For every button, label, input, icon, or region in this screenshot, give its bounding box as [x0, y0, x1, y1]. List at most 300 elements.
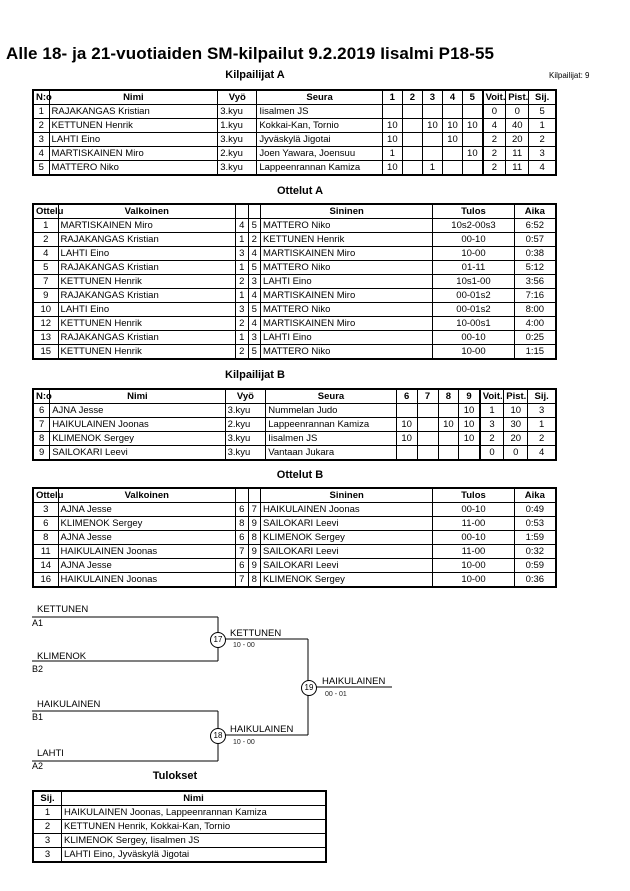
table-cell: 5 — [33, 161, 49, 176]
table-cell: 00-10 — [433, 331, 514, 345]
table-cell: Lappeenrannan Kamiza — [257, 161, 382, 176]
bracket-seed-a1: A1 — [32, 618, 44, 628]
table-cell: 7 — [236, 573, 249, 588]
table-row — [33, 289, 556, 303]
table-cell: 1 — [236, 261, 249, 275]
table-cell: Jyväskylä Jigotai — [257, 133, 382, 147]
table-cell: 10 — [422, 119, 442, 133]
table-cell: 3 — [33, 848, 61, 863]
table-row — [33, 517, 556, 531]
table-cell: 9 — [33, 289, 58, 303]
table-row — [33, 219, 556, 233]
table-cell: 0:32 — [514, 545, 556, 559]
table-cell: 4 — [248, 247, 261, 261]
table-row — [33, 848, 326, 863]
column-header: N:o — [33, 90, 49, 105]
table-cell: 2 — [483, 161, 506, 176]
table-cell: KETTUNEN Henrik — [261, 233, 433, 247]
column-header: 8 — [438, 389, 459, 404]
table-cell: 2 — [236, 317, 249, 331]
table-cell — [422, 105, 442, 119]
table-row — [33, 446, 556, 461]
table-cell: 5 — [33, 261, 58, 275]
table-cell — [417, 432, 438, 446]
table-row — [33, 317, 556, 331]
bracket-semi1-bottom: KLIMENOK — [37, 651, 87, 662]
table-cell: 6 — [236, 531, 249, 545]
table-row — [33, 147, 556, 161]
table-cell: 3.kyu — [218, 161, 257, 176]
table-cell: 2 — [528, 432, 556, 446]
table-cell: 7:16 — [514, 289, 556, 303]
table-cell: 01-11 — [433, 261, 514, 275]
table-row — [33, 275, 556, 289]
table-cell: KLIMENOK Sergey — [58, 517, 235, 531]
table-cell: 3 — [33, 133, 49, 147]
bracket-match-18: 18 — [210, 728, 226, 744]
column-header: Seura — [266, 389, 396, 404]
table-cell: 10 — [396, 432, 417, 446]
table-cell: 7 — [248, 503, 261, 517]
bracket-seed-a2: A2 — [32, 761, 44, 771]
table-row — [33, 404, 556, 418]
table-cell: 3 — [480, 418, 504, 432]
table-cell: 1 — [528, 418, 556, 432]
table-cell: 1:59 — [514, 531, 556, 545]
column-header: Sininen — [261, 488, 433, 503]
table-cell: 3 — [33, 503, 58, 517]
table-header-row — [33, 90, 556, 105]
table-cell: 3:56 — [514, 275, 556, 289]
table-cell: 8 — [33, 432, 50, 446]
table-cell: 10 — [463, 147, 483, 161]
table-cell: 5 — [248, 219, 261, 233]
table-cell — [417, 418, 438, 432]
group-b-table — [32, 388, 557, 461]
table-cell: LAHTI Eino — [58, 303, 235, 317]
table-cell: LAHTI Eino — [261, 275, 433, 289]
table-cell: 1 — [236, 289, 249, 303]
table-cell: 8 — [236, 517, 249, 531]
table-cell: SAILOKARI Leevi — [50, 446, 225, 461]
table-cell: MARTISKAINEN Miro — [49, 147, 218, 161]
table-cell: 11 — [506, 161, 529, 176]
table-cell — [402, 147, 422, 161]
table-cell: 40 — [506, 119, 529, 133]
table-cell: HAIKULAINEN Joonas, Lappeenrannan Kamiza — [61, 806, 326, 820]
table-cell: 0:57 — [514, 233, 556, 247]
table-cell: RAJAKANGAS Kristian — [58, 331, 235, 345]
table-cell — [438, 404, 459, 418]
table-cell: 20 — [506, 133, 529, 147]
group-b-heading: Kilpailijat B — [225, 369, 285, 381]
table-cell: 1 — [236, 233, 249, 247]
table-cell — [396, 446, 417, 461]
table-cell: 2 — [33, 119, 49, 133]
table-row — [33, 105, 556, 119]
table-cell: 00-01s2 — [433, 289, 514, 303]
column-header: Aika — [514, 204, 556, 219]
column-header: Tulos — [433, 488, 514, 503]
table-cell: 10-00 — [433, 345, 514, 360]
column-header: Ottelu — [33, 488, 58, 503]
table-cell — [459, 446, 480, 461]
table-cell: 2 — [33, 233, 58, 247]
page-title: Alle 18- ja 21-vuotiaiden SM-kilpailut 9.2.2019 Iisalmi P18-55 — [6, 44, 495, 63]
column-header — [236, 204, 249, 219]
table-cell: 10 — [396, 418, 417, 432]
group-a-heading: Kilpailijat A — [225, 69, 285, 81]
table-cell: 4 — [248, 317, 261, 331]
column-header: 5 — [463, 90, 483, 105]
table-cell: 15 — [33, 345, 58, 360]
column-header: Ottelu — [33, 204, 58, 219]
table-cell: MATTERO Niko — [261, 345, 433, 360]
table-cell: Nummelan Judo — [266, 404, 396, 418]
table-row — [33, 233, 556, 247]
table-cell: 0:59 — [514, 559, 556, 573]
column-header: Sij. — [33, 791, 61, 806]
table-cell: 2 — [236, 345, 249, 360]
table-cell: 9 — [248, 545, 261, 559]
table-cell: LAHTI Eino, Jyväskylä Jigotai — [61, 848, 326, 863]
table-cell: 8 — [248, 531, 261, 545]
table-cell: 9 — [33, 446, 50, 461]
table-cell: 10 — [459, 418, 480, 432]
table-cell: 0:53 — [514, 517, 556, 531]
table-cell: LAHTI Eino — [261, 331, 433, 345]
table-cell: 0 — [480, 446, 504, 461]
table-cell: 11-00 — [433, 517, 514, 531]
table-row — [33, 559, 556, 573]
table-row — [33, 345, 556, 360]
results-heading: Tulokset — [152, 770, 198, 782]
column-header: Valkoinen — [58, 488, 235, 503]
table-cell: MARTISKAINEN Miro — [58, 219, 235, 233]
table-cell: 11 — [33, 545, 58, 559]
table-cell: 3 — [248, 331, 261, 345]
table-cell: 1 — [236, 331, 249, 345]
matches-b-heading: Ottelut B — [276, 469, 324, 481]
table-cell: 10 — [463, 119, 483, 133]
table-cell: 10 — [33, 303, 58, 317]
table-cell: MATTERO Niko — [49, 161, 218, 176]
table-cell: 2.kyu — [225, 418, 266, 432]
column-header: Pist. — [506, 90, 529, 105]
column-header: Nimi — [61, 791, 326, 806]
table-cell: 3.kyu — [218, 133, 257, 147]
table-cell: 4 — [529, 161, 556, 176]
table-row — [33, 119, 556, 133]
table-cell: 3 — [528, 404, 556, 418]
table-cell: 8 — [33, 531, 58, 545]
table-row — [33, 834, 326, 848]
table-cell: KETTUNEN Henrik, Kokkai-Kan, Tornio — [61, 820, 326, 834]
table-cell: 4 — [528, 446, 556, 461]
table-cell: 1:15 — [514, 345, 556, 360]
column-header: Sininen — [261, 204, 433, 219]
table-cell: 14 — [33, 559, 58, 573]
table-cell: 13 — [33, 331, 58, 345]
table-cell: 1 — [480, 404, 504, 418]
table-cell: 10 — [382, 161, 402, 176]
table-cell — [402, 133, 422, 147]
table-cell: RAJAKANGAS Kristian — [58, 261, 235, 275]
table-cell: LAHTI Eino — [49, 133, 218, 147]
table-row — [33, 247, 556, 261]
column-header: 7 — [417, 389, 438, 404]
column-header — [236, 488, 249, 503]
table-cell: LAHTI Eino — [58, 247, 235, 261]
table-row — [33, 503, 556, 517]
column-header: 2 — [402, 90, 422, 105]
table-cell: 5 — [248, 345, 261, 360]
column-header: Voit. — [483, 90, 506, 105]
table-cell: MATTERO Niko — [261, 261, 433, 275]
bracket-semi2-score: 10 - 00 — [233, 739, 255, 746]
table-cell: 8:00 — [514, 303, 556, 317]
table-cell: 7 — [33, 275, 58, 289]
table-cell — [422, 147, 442, 161]
table-cell: 2 — [33, 820, 61, 834]
table-cell: 10 — [438, 418, 459, 432]
table-cell — [463, 133, 483, 147]
table-row — [33, 432, 556, 446]
table-cell: SAILOKARI Leevi — [261, 545, 433, 559]
table-cell: HAIKULAINEN Joonas — [261, 503, 433, 517]
table-cell: Vantaan Jukara — [266, 446, 396, 461]
table-row — [33, 531, 556, 545]
table-cell — [417, 404, 438, 418]
table-cell: 0 — [504, 446, 528, 461]
table-cell: HAIKULAINEN Joonas — [58, 573, 235, 588]
table-cell: 4 — [248, 289, 261, 303]
column-header: Tulos — [433, 204, 514, 219]
table-cell: MATTERO Niko — [261, 303, 433, 317]
table-cell: 10 — [459, 432, 480, 446]
table-cell: 1 — [33, 806, 61, 820]
table-cell — [422, 133, 442, 147]
matches-b-table — [32, 487, 557, 588]
table-cell — [463, 161, 483, 176]
column-header: 1 — [382, 90, 402, 105]
table-cell: 10-00s1 — [433, 317, 514, 331]
column-header: Voit. — [480, 389, 504, 404]
table-cell — [417, 446, 438, 461]
bracket-seed-b2: B2 — [32, 664, 44, 674]
table-cell: KETTUNEN Henrik — [49, 119, 218, 133]
table-cell: 1 — [422, 161, 442, 176]
table-cell: 6 — [33, 404, 50, 418]
column-header — [248, 488, 261, 503]
group-a-table — [32, 89, 557, 176]
matches-a-table — [32, 203, 557, 360]
table-cell: AJNA Jesse — [50, 404, 225, 418]
table-cell: SAILOKARI Leevi — [261, 559, 433, 573]
column-header: Sij. — [529, 90, 556, 105]
column-header: Nimi — [49, 90, 218, 105]
table-header-row — [33, 204, 556, 219]
table-cell: 10 — [442, 133, 462, 147]
table-cell: 2 — [483, 133, 506, 147]
table-cell: 3 — [236, 303, 249, 317]
table-cell: AJNA Jesse — [58, 531, 235, 545]
table-cell: 4 — [483, 119, 506, 133]
table-row — [33, 573, 556, 588]
table-cell: 5:12 — [514, 261, 556, 275]
table-header-row — [33, 488, 556, 503]
table-cell: 4 — [33, 247, 58, 261]
table-cell: 11-00 — [433, 545, 514, 559]
table-cell: 3.kyu — [225, 404, 266, 418]
table-cell: 00-10 — [433, 503, 514, 517]
table-cell — [382, 105, 402, 119]
table-cell — [442, 147, 462, 161]
column-header: 6 — [396, 389, 417, 404]
table-cell: 0:36 — [514, 573, 556, 588]
table-row — [33, 545, 556, 559]
table-cell: RAJAKANGAS Kristian — [58, 233, 235, 247]
table-cell — [402, 105, 422, 119]
table-cell: MATTERO Niko — [261, 219, 433, 233]
table-cell: 9 — [248, 517, 261, 531]
bracket-final-score: 00 - 01 — [325, 691, 347, 698]
table-cell: 3.kyu — [225, 446, 266, 461]
table-row — [33, 261, 556, 275]
table-cell: 0:49 — [514, 503, 556, 517]
table-cell: MARTISKAINEN Miro — [261, 289, 433, 303]
bracket-match-19: 19 — [301, 680, 317, 696]
table-cell: 7 — [33, 418, 50, 432]
table-cell: 12 — [33, 317, 58, 331]
bracket-semi1-score: 10 - 00 — [233, 642, 255, 649]
table-row — [33, 161, 556, 176]
bracket-semi1-winner: KETTUNEN — [230, 628, 282, 639]
bracket-semi2-bottom: LAHTI — [37, 748, 64, 759]
table-cell: 6 — [236, 559, 249, 573]
table-cell: 5 — [248, 303, 261, 317]
competitor-count: Kilpailijat: 9 — [549, 71, 590, 80]
bracket-semi2-top: HAIKULAINEN — [37, 699, 101, 710]
table-cell: 0:25 — [514, 331, 556, 345]
table-cell: 0:38 — [514, 247, 556, 261]
table-cell: 1.kyu — [218, 119, 257, 133]
column-header: Seura — [257, 90, 382, 105]
bracket-match-17: 17 — [210, 632, 226, 648]
table-cell: 8 — [248, 573, 261, 588]
table-cell — [396, 404, 417, 418]
table-cell: AJNA Jesse — [58, 503, 235, 517]
table-cell: 5 — [529, 105, 556, 119]
table-cell: 10 — [382, 133, 402, 147]
table-cell: Iisalmen JS — [257, 105, 382, 119]
table-cell: 5 — [248, 261, 261, 275]
bracket-final-winner: HAIKULAINEN — [322, 676, 386, 687]
table-cell: MARTISKAINEN Miro — [261, 247, 433, 261]
bracket-semi1-top: KETTUNEN — [37, 604, 89, 615]
table-cell: 1 — [33, 105, 49, 119]
table-cell: KETTUNEN Henrik — [58, 345, 235, 360]
table-cell: 11 — [506, 147, 529, 161]
table-cell: KETTUNEN Henrik — [58, 275, 235, 289]
table-row — [33, 418, 556, 432]
table-cell: 10-00 — [433, 247, 514, 261]
table-cell: MARTISKAINEN Miro — [261, 317, 433, 331]
bracket-semi2-winner: HAIKULAINEN — [230, 724, 294, 735]
matches-a-heading: Ottelut A — [276, 185, 324, 197]
column-header: 4 — [442, 90, 462, 105]
column-header: Vyö — [225, 389, 266, 404]
table-cell: 3.kyu — [218, 105, 257, 119]
table-cell: 1 — [33, 219, 58, 233]
table-cell: 2 — [483, 147, 506, 161]
table-cell: Joen Yawara, Joensuu — [257, 147, 382, 161]
column-header: Valkoinen — [58, 204, 235, 219]
table-cell: 20 — [504, 432, 528, 446]
table-cell: KLIMENOK Sergey, Iisalmen JS — [61, 834, 326, 848]
table-header-row — [33, 791, 326, 806]
table-cell: 6 — [33, 517, 58, 531]
table-row — [33, 820, 326, 834]
table-cell: 00-01s2 — [433, 303, 514, 317]
table-cell: 10-00 — [433, 573, 514, 588]
table-cell: 2.kyu — [218, 147, 257, 161]
table-cell: 10 — [442, 119, 462, 133]
column-header: Aika — [514, 488, 556, 503]
table-cell: 2 — [480, 432, 504, 446]
table-cell: Lappeenrannan Kamiza — [266, 418, 396, 432]
table-cell: 6 — [236, 503, 249, 517]
table-cell: HAIKULAINEN Joonas — [50, 418, 225, 432]
table-cell: 3 — [33, 834, 61, 848]
table-cell: 2 — [236, 275, 249, 289]
table-cell: 00-10 — [433, 531, 514, 545]
table-cell: 10s1-00 — [433, 275, 514, 289]
table-cell — [438, 446, 459, 461]
table-cell — [402, 119, 422, 133]
table-cell: 6:52 — [514, 219, 556, 233]
table-cell: KLIMENOK Sergey — [261, 531, 433, 545]
table-cell: 1 — [529, 119, 556, 133]
column-header: N:o — [33, 389, 50, 404]
table-cell: 16 — [33, 573, 58, 588]
table-cell: 3.kyu — [225, 432, 266, 446]
table-header-row — [33, 389, 556, 404]
table-cell: 10 — [459, 404, 480, 418]
table-cell: 3 — [529, 147, 556, 161]
table-cell: KLIMENOK Sergey — [261, 573, 433, 588]
column-header: 3 — [422, 90, 442, 105]
table-cell: 3 — [236, 247, 249, 261]
table-cell: 2 — [529, 133, 556, 147]
table-cell: 10 — [382, 119, 402, 133]
table-cell — [438, 432, 459, 446]
table-cell: KLIMENOK Sergey — [50, 432, 225, 446]
table-cell: Iisalmen JS — [266, 432, 396, 446]
table-cell: HAIKULAINEN Joonas — [58, 545, 235, 559]
table-cell — [442, 161, 462, 176]
table-cell: AJNA Jesse — [58, 559, 235, 573]
table-cell: 7 — [236, 545, 249, 559]
table-cell: RAJAKANGAS Kristian — [49, 105, 218, 119]
table-cell: SAILOKARI Leevi — [261, 517, 433, 531]
column-header — [248, 204, 261, 219]
table-cell: 10 — [504, 404, 528, 418]
table-row — [33, 303, 556, 317]
table-cell: 10s2-00s3 — [433, 219, 514, 233]
table-cell: 0 — [506, 105, 529, 119]
table-cell: 9 — [248, 559, 261, 573]
